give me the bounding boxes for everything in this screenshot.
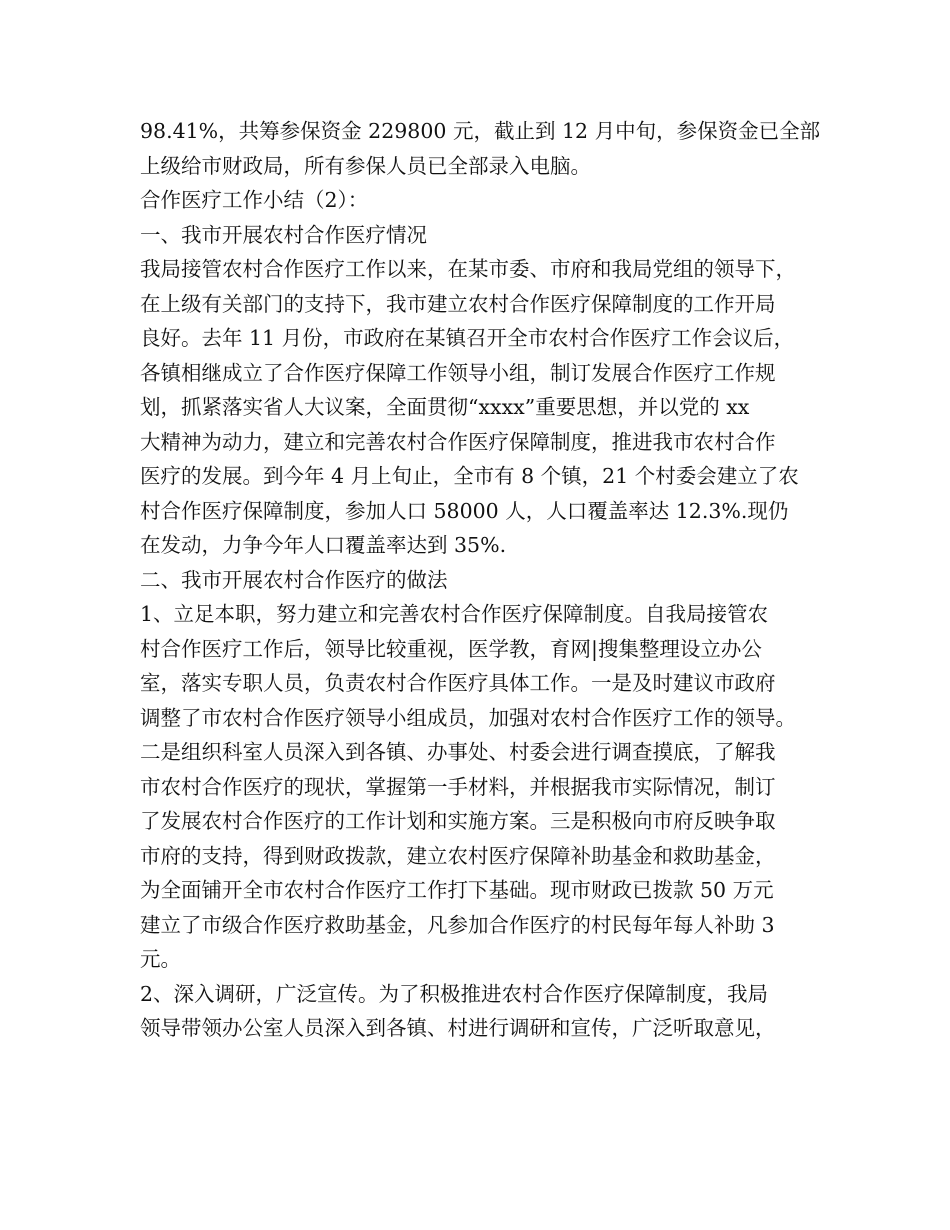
body-line: 调整了市农村合作医疗领导小组成员，加强对农村合作医疗工作的领导。 xyxy=(140,705,796,730)
body-line: 良好。去年 11 月份，市政府在某镇召开全市农村合作医疗工作会议后， xyxy=(140,326,795,350)
body-line: 98.41%，共筹参保资金 229800 元，截止到 12 月中旬，参保资金已全部 xyxy=(140,119,821,143)
body-line: 1、立足本职，努力建立和完善农村合作医疗保障制度。自我局接管农 xyxy=(140,602,769,626)
document-body xyxy=(140,114,840,1046)
body-line: 了发展农村合作医疗的工作计划和实施方案。三是积极向市府反映争取 xyxy=(140,809,776,833)
section-title: 合作医疗工作小结（2）： xyxy=(140,188,369,212)
body-line: 在上级有关部门的支持下，我市建立农村合作医疗保障制度的工作开局 xyxy=(140,291,776,316)
body-line: 领导带领办公室人员深入到各镇、村进行调研和宣传，广泛听取意见， xyxy=(140,1016,776,1040)
body-line: 在发动，力争今年人口覆盖率达到 35%. xyxy=(140,533,507,557)
body-line: 为全面铺开全市农村合作医疗工作打下基础。现市财政已拨款 50 万元 xyxy=(140,878,774,902)
body-line: 各镇相继成立了合作医疗保障工作领导小组，制订发展合作医疗工作规 xyxy=(140,360,776,385)
body-line: 上级给市财政局，所有参保人员已全部录入电脑。 xyxy=(140,153,591,178)
body-line: 建立了市级合作医疗救助基金，凡参加合作医疗的村民每年每人补助 3 xyxy=(140,912,775,937)
body-line: 元。 xyxy=(140,947,181,971)
body-line: 2、深入调研，广泛宣传。为了积极推进农村合作医疗保障制度，我局 xyxy=(140,981,769,1006)
body-line: 室，落实专职人员，负责农村合作医疗具体工作。一是及时建议市政府 xyxy=(140,671,776,695)
body-line: 村合作医疗保障制度，参加人口 58000 人，人口覆盖率达 12.3%.现仍 xyxy=(140,498,789,523)
section-heading: 二、我市开展农村合作医疗的做法 xyxy=(140,567,448,592)
body-line: 村合作医疗工作后，领导比较重视，医学教，育网|搜集整理设立办公 xyxy=(140,636,762,661)
body-line: 划，抓紧落实省人大议案，全面贯彻“xxxx”重要思想，并以党的 xx xyxy=(140,395,750,419)
body-line: 我局接管农村合作医疗工作以来，在某市委、市府和我局党组的领导下， xyxy=(140,257,796,281)
body-line: 医疗的发展。到今年 4 月上旬止，全市有 8 个镇，21 个村委会建立了农 xyxy=(140,464,799,488)
body-line: 二是组织科室人员深入到各镇、办事处、村委会进行调查摸底，了解我 xyxy=(140,740,776,764)
body-line: 市府的支持，得到财政拨款，建立农村医疗保障补助基金和救助基金， xyxy=(140,843,776,868)
body-line: 大精神为动力，建立和完善农村合作医疗保障制度，推进我市农村合作 xyxy=(140,429,776,454)
section-heading: 一、我市开展农村合作医疗情况 xyxy=(140,222,427,247)
body-line: 市农村合作医疗的现状，掌握第一手材料，并根据我市实际情况，制订 xyxy=(140,774,776,799)
